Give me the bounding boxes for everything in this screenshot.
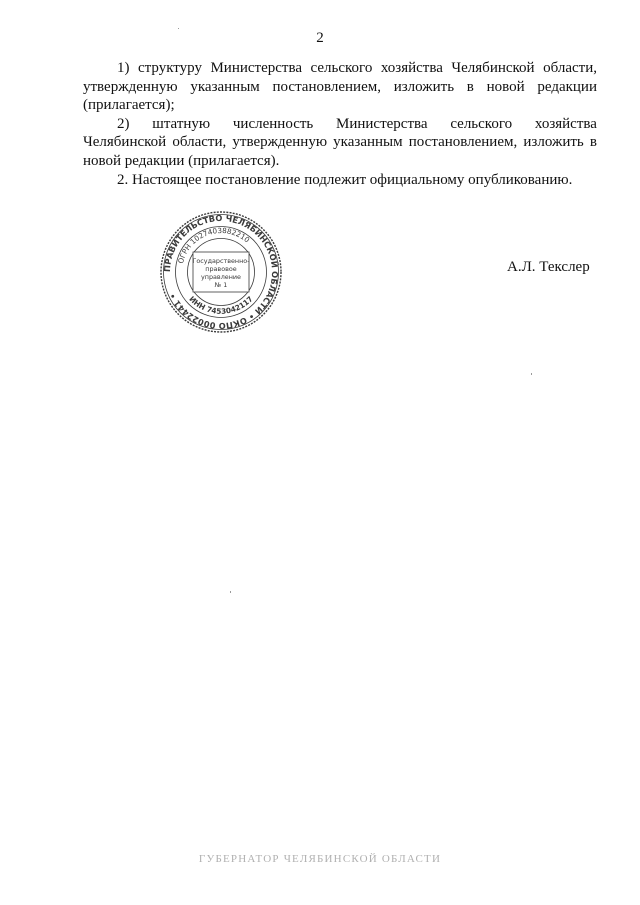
- seal-center-line: Государственно-: [192, 257, 250, 265]
- seal-bottom-text: ИНН 7453042117: [187, 294, 255, 316]
- seal-center-line: правовое: [205, 265, 237, 273]
- official-seal-stamp: [159, 210, 283, 334]
- item2-word: численность: [232, 115, 314, 132]
- item2-word: Министерства: [336, 115, 428, 132]
- seal-center-line: управление: [201, 273, 241, 281]
- item2-word: сельского: [450, 115, 513, 132]
- scan-speck: [531, 373, 532, 375]
- paragraph-item-1: 1) структуру Министерства сельского хозяйства Челябинской области, утвержденную указанным постановлением, изложить в новой редакции (прилагается);: [83, 60, 597, 114]
- scan-speck: [230, 591, 231, 593]
- paragraph-item-2-first-line: [117, 115, 597, 134]
- scan-speck: [178, 28, 179, 29]
- item2-word: 2): [117, 115, 130, 132]
- item2-word: штатную: [152, 115, 211, 132]
- signatory-name: А.Л. Текслер: [507, 259, 590, 275]
- page-number: 2: [316, 30, 324, 46]
- footer-letterhead: ГУБЕРНАТОР ЧЕЛЯБИНСКОЙ ОБЛАСТИ: [198, 853, 442, 865]
- seal-center-line: № 1: [214, 281, 228, 289]
- seal-outer-text: ПРАВИТЕЛЬСТВО ЧЕЛЯБИНСКОЙ ОБЛАСТИ • ОКПО 00022441 •: [161, 212, 281, 332]
- seal-inner-text: ОГРН 1027403882210: [175, 225, 252, 265]
- item2-word: хозяйства: [534, 115, 597, 132]
- document-body: [83, 59, 597, 189]
- paragraph-item-2-rest: Челябинской области, утвержденную указанным постановлением, изложить в новой редакции (прилагается).: [83, 134, 597, 169]
- paragraph-item-3: 2. Настоящее постановление подлежит официальному опубликованию.: [117, 171, 573, 188]
